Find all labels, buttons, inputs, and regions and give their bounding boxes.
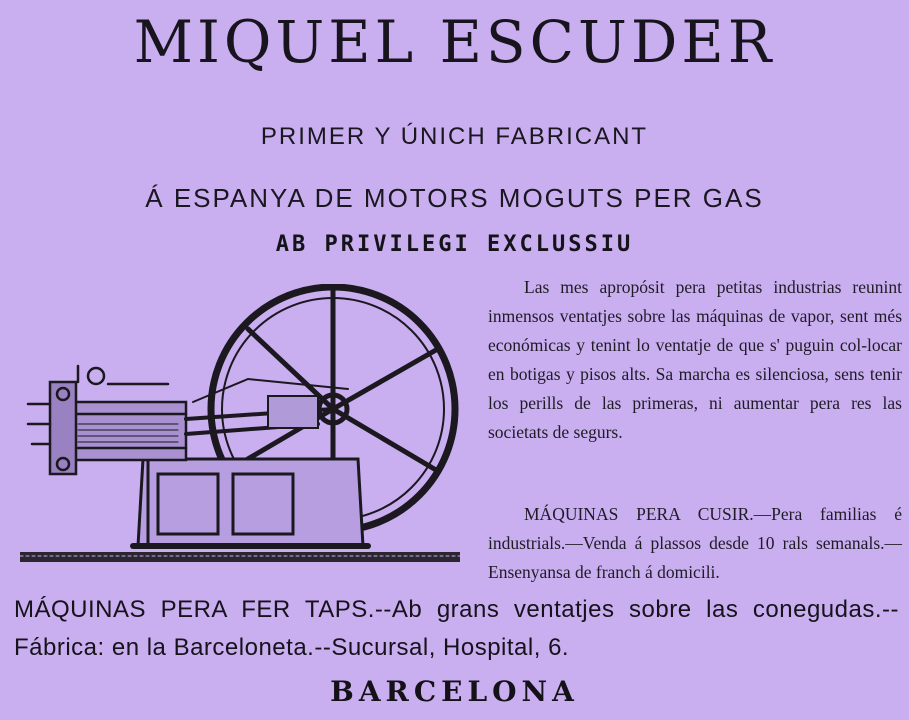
sewing-machine-description <box>488 500 902 587</box>
sewing-machine-text: MÁQUINAS PERA CUSIR.—Pera familias é industrials.—Venda á plassos desde 10 rals semanals.—Ensenyansa de franch á domicili. <box>488 504 902 582</box>
subtitle-gas-motors: Á ESPANYA DE MOTORS MOGUTS PER GAS <box>145 183 764 213</box>
gas-engine-illustration <box>18 284 476 574</box>
gas-motor-text: Las mes apropósit pera petitas industrias reunint inmensos ventatjes sobre las máquinas de vapor, sent més económicas y tenint lo ventatje de que s' puguin col-locar en botigas y pisos alts. Sa marcha es silenciosa, sens tenir los perills de las primeras, ni aumentar pera res las societats de segurs. <box>488 277 902 442</box>
city-name: BARCELONA <box>330 675 579 708</box>
cylinder <box>28 366 186 474</box>
cork-machine-text: MÁQUINAS PERA FER TAPS.--Ab grans ventatjes sobre las conegudas.--Fábrica: en la Barceloneta.--Sucursal, Hospital, 6. <box>14 596 899 661</box>
gas-motor-description <box>488 273 902 447</box>
subtitle-first-maker: PRIMER Y ÚNICH FABRICANT <box>260 123 649 150</box>
exclusive-privilege-banner: AB PRIVILEGI EXCLUSSIU <box>275 232 634 257</box>
advertiser-name: MIQUEL ESCUDER <box>133 8 776 76</box>
engine-floor <box>20 552 460 562</box>
engine-frame <box>133 459 368 546</box>
